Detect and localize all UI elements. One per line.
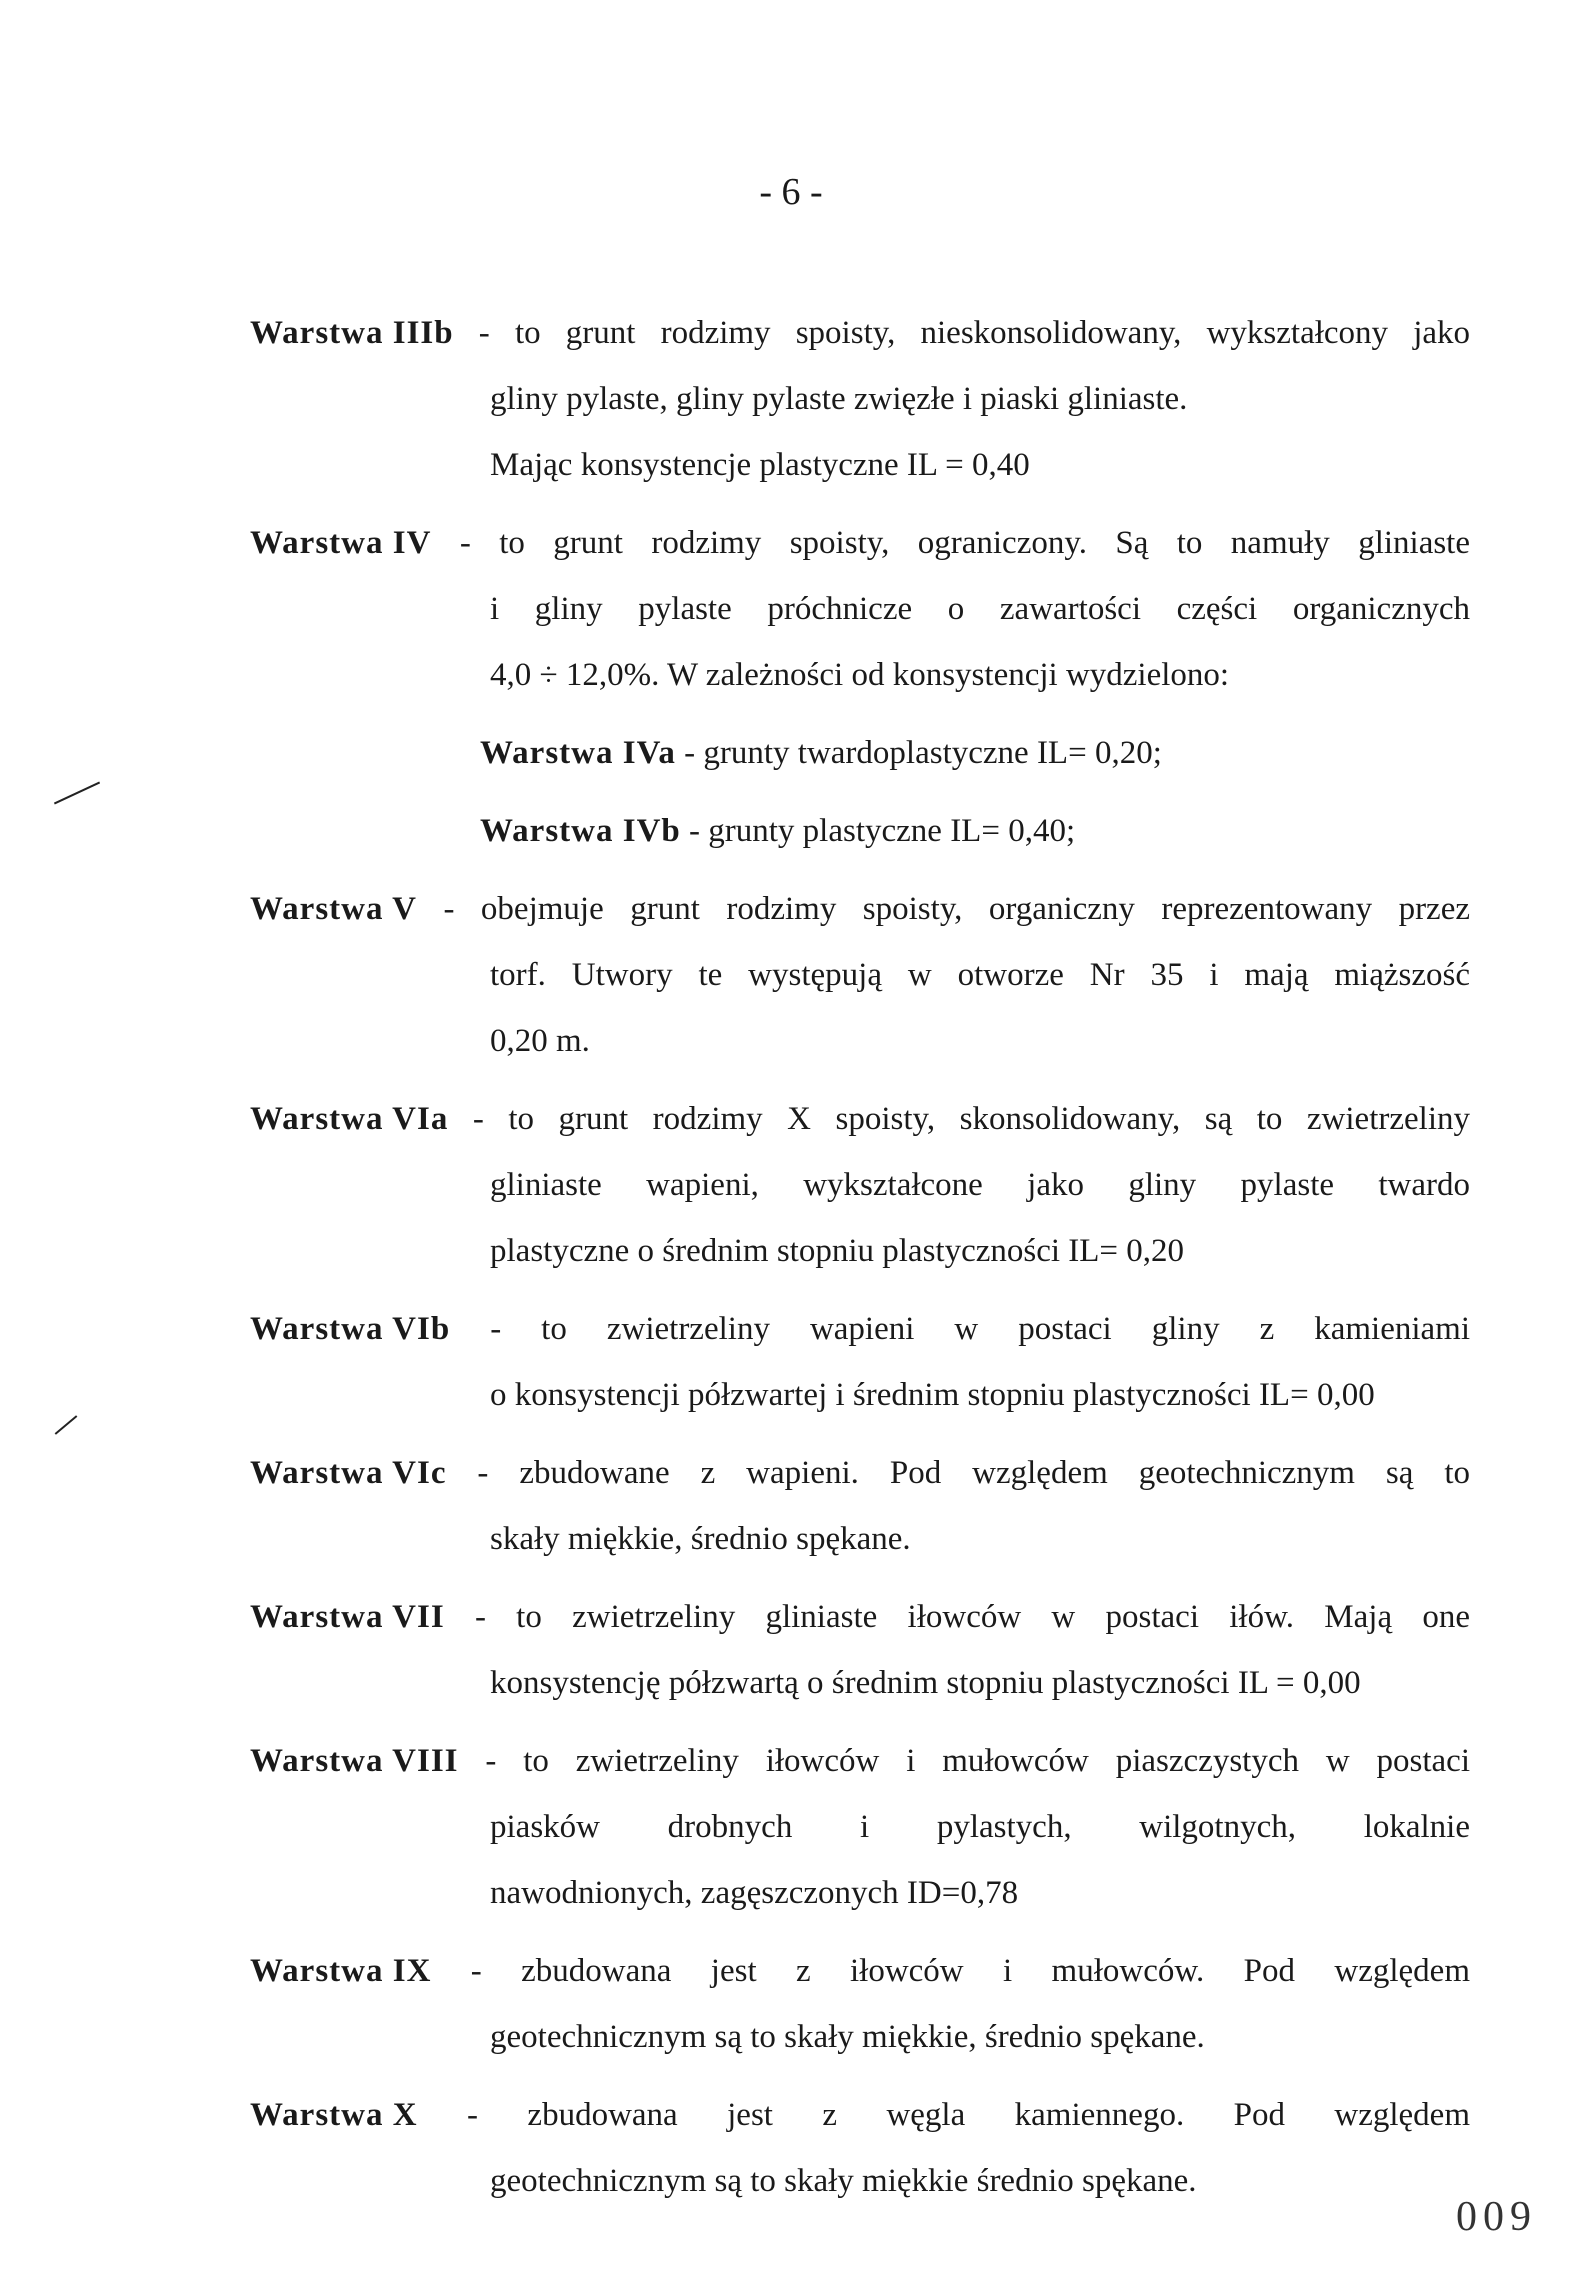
- layer-text-line: gliny pylaste, gliny pylaste zwięzłe i piaski gliniaste.: [490, 381, 1188, 417]
- layer-label: Warstwa X: [250, 2097, 418, 2133]
- layer-label: Warstwa VII: [250, 1599, 445, 1635]
- margin-mark: [54, 782, 100, 805]
- layer-entry: [250, 720, 1470, 786]
- layer-text-line: Mając konsystencje plastyczne IL = 0,40: [490, 447, 1030, 483]
- layer-label: Warstwa IVa: [480, 735, 676, 771]
- layer-label: Warstwa IIIb: [250, 315, 454, 351]
- layer-entry: [250, 1440, 1470, 1572]
- layer-text-line: geotechnicznym są to skały miękkie średnio spękane.: [490, 2163, 1197, 2199]
- layer-text-line: piasków drobnych i pylastych, wilgotnych, lokalnie: [490, 1809, 1470, 1845]
- layer-entry: [250, 876, 1470, 1074]
- layer-text-line: gliniaste wapieni, wykształcone jako gliny pylaste twardo: [490, 1167, 1470, 1203]
- layer-entry: [250, 300, 1470, 498]
- layer-entry: [250, 2082, 1470, 2214]
- layer-list: [250, 300, 1470, 2226]
- layer-text-line: - zbudowane z wapieni. Pod względem geotechnicznym są to: [477, 1455, 1471, 1491]
- layer-text-line: 0,20 m.: [490, 1023, 590, 1059]
- layer-entry: [250, 1584, 1470, 1716]
- page-number: - 6 -: [759, 171, 823, 213]
- margin-mark: [55, 1415, 78, 1435]
- layer-text-line: - to zwietrzeliny wapieni w postaci gliny z kamieniami: [490, 1311, 1471, 1347]
- layer-label: Warstwa IX: [250, 1953, 432, 1989]
- layer-label: Warstwa IVb: [480, 813, 681, 849]
- layer-label: Warstwa VIII: [250, 1743, 459, 1779]
- layer-text-line: - to grunt rodzimy spoisty, ograniczony. Są to namuły gliniaste: [459, 525, 1470, 561]
- layer-entry: [250, 1728, 1470, 1926]
- layer-text-line: - zbudowana jest z iłowców i mułowców. Pod względem: [470, 1953, 1470, 1989]
- layer-text-line: 4,0 ÷ 12,0%. W zależności od konsystencji wydzielono:: [490, 657, 1230, 693]
- layer-text-line: - grunty plastyczne IL= 0,40;: [689, 813, 1076, 849]
- layer-text-line: - to grunt rodzimy X spoisty, skonsolidowany, są to zwietrzeliny: [472, 1101, 1470, 1137]
- layer-text-line: - to grunt rodzimy spoisty, nieskonsolidowany, wykształcony jako: [478, 315, 1471, 351]
- archive-stamp: 009: [1456, 2194, 1537, 2240]
- layer-text-line: o konsystencji półzwartej i średnim stopniu plastyczności IL= 0,00: [490, 1377, 1375, 1413]
- layer-text-line: - grunty twardoplastyczne IL= 0,20;: [684, 735, 1162, 771]
- layer-text-line: - zbudowana jest z węgla kamiennego. Pod względem: [467, 2097, 1471, 2133]
- layer-text-line: skały miękkie, średnio spękane.: [490, 1521, 911, 1557]
- layer-text-line: plastyczne o średnim stopniu plastyczności IL= 0,20: [490, 1233, 1185, 1269]
- layer-text-line: i gliny pylaste próchnicze o zawartości części organicznych: [490, 591, 1470, 627]
- layer-text-line: - obejmuje grunt rodzimy spoisty, organiczny reprezentowany przez: [443, 891, 1470, 927]
- layer-entry: [250, 798, 1470, 864]
- layer-label: Warstwa IV: [250, 525, 432, 561]
- layer-text-line: - to zwietrzeliny iłowców i mułowców piaszczystych w postaci: [485, 1743, 1470, 1779]
- layer-label: Warstwa VIb: [250, 1311, 451, 1347]
- layer-label: Warstwa VIa: [250, 1101, 449, 1137]
- layer-text-line: torf. Utwory te występują w otworze Nr 35 i mają miąższość: [490, 957, 1470, 993]
- layer-entry: [250, 1296, 1470, 1428]
- layer-entry: [250, 510, 1470, 708]
- layer-text-line: - to zwietrzeliny gliniaste iłowców w postaci iłów. Mają one: [474, 1599, 1471, 1635]
- layer-entry: [250, 1086, 1470, 1284]
- layer-label: Warstwa V: [250, 891, 417, 927]
- layer-label: Warstwa VIc: [250, 1455, 447, 1491]
- layer-entry: [250, 1938, 1470, 2070]
- layer-text-line: geotechnicznym są to skały miękkie, średnio spękane.: [490, 2019, 1205, 2055]
- layer-text-line: konsystencję półzwartą o średnim stopniu plastyczności IL = 0,00: [490, 1665, 1361, 1701]
- layer-text-line: nawodnionych, zagęszczonych ID=0,78: [490, 1875, 1019, 1911]
